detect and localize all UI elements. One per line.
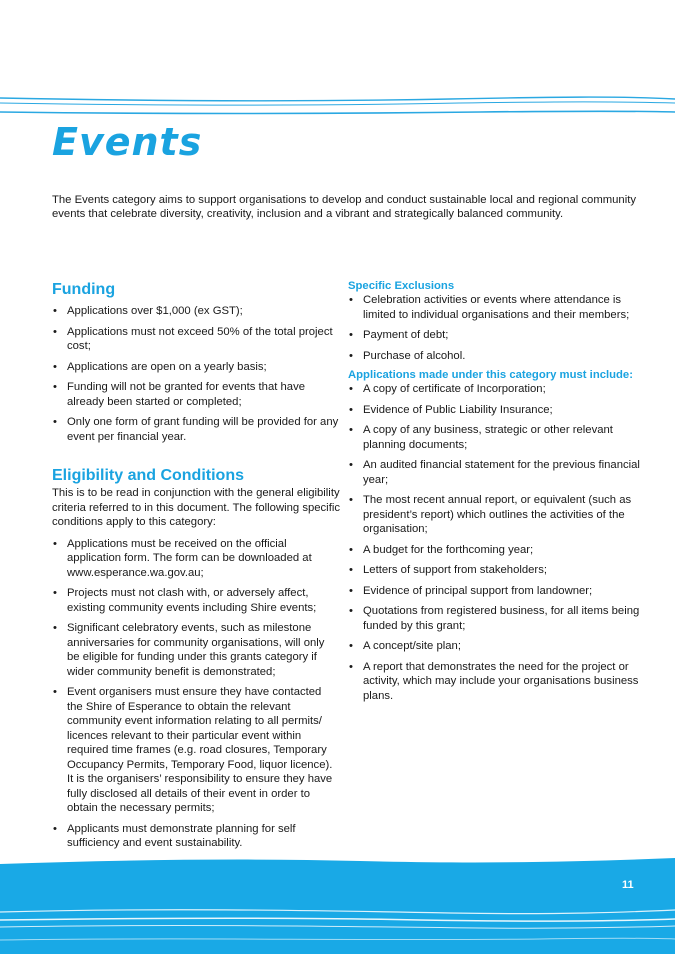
wave-line	[0, 97, 675, 101]
list-item: • A report that demonstrates the need for the project or activity, which may include your organisations business plans.	[348, 660, 640, 704]
page-title: Events	[52, 120, 203, 164]
list-item: • Payment of debt;	[348, 328, 640, 343]
intro-paragraph: The Events category aims to support organisations to develop and conduct sustainable local and regional community events that celebrate diversity, creativity, inclusion and a vibrant and strategically balanced community.	[52, 194, 637, 220]
list-item: • Funding will not be granted for events that have already been started or completed;	[52, 380, 340, 409]
list-item: • Purchase of alcohol.	[348, 349, 640, 364]
list-item: • Applications over $1,000 (ex GST);	[52, 304, 340, 319]
list-item: • Only one form of grant funding will be provided for any event per financial year.	[52, 415, 340, 444]
right-column	[348, 280, 640, 709]
list-item: • Significant celebratory events, such as milestone anniversaries for community organisations, will only be eligible for funding under this grants category if wider community benefit is demonstrated;	[52, 621, 340, 679]
wave-line	[0, 111, 675, 113]
exclusions-heading: Specific Exclusions	[348, 280, 455, 292]
eligibility-list	[52, 537, 340, 851]
bottom-wave-band	[0, 850, 675, 954]
funding-heading: Funding	[52, 281, 116, 298]
funding-list	[52, 304, 340, 444]
list-item: • A copy of certificate of Incorporation;	[348, 382, 640, 397]
list-item: • Projects must not clash with, or adversely affect, existing community events including Shire events;	[52, 586, 340, 615]
list-item: • Letters of support from stakeholders;	[348, 563, 640, 578]
list-item: • Evidence of Public Liability Insurance;	[348, 403, 640, 418]
exclusions-list	[348, 293, 640, 363]
eligibility-intro: This is to be read in conjunction with the general eligibility criteria referred to in this document. The following specific conditions apply to this category:	[52, 487, 340, 528]
top-wave-lines	[0, 90, 675, 120]
list-item: • Applications must not exceed 50% of the total project cost;	[52, 325, 340, 354]
requirements-list	[348, 382, 640, 703]
list-item: • A concept/site plan;	[348, 639, 640, 654]
list-item: • Quotations from registered business, for all items being funded by this grant;	[348, 604, 640, 633]
list-item: • Applicants must demonstrate planning for self sufficiency and event sustainability.	[52, 822, 340, 851]
list-item: • A budget for the forthcoming year;	[348, 543, 640, 558]
list-item: • Evidence of principal support from landowner;	[348, 584, 640, 599]
list-item: • The most recent annual report, or equivalent (such as president’s report) which outlines the activities of the organisation;	[348, 493, 640, 537]
list-item: • A copy of any business, strategic or other relevant planning documents;	[348, 423, 640, 452]
eligibility-heading: Eligibility and Conditions	[52, 467, 244, 484]
list-item: • Applications must be received on the official application form. The form can be downloaded at www.esperance.wa.gov.au;	[52, 537, 340, 581]
list-item: • An audited financial statement for the previous financial year;	[348, 458, 640, 487]
requirements-heading: Applications made under this category must include:	[348, 369, 633, 381]
list-item: • Event organisers must ensure they have contacted the Shire of Esperance to obtain the relevant community event information relating to all permits/ licences relevant to their particular event within required time frames (e.g. road closures, Temporary Occupancy Permits, Temporary Food, liquor licence). It is the organisers’ responsibility to ensure they have fully disclosed all details of their event in order to obtain the necessary permits;	[52, 685, 340, 816]
wave-line	[0, 102, 675, 105]
list-item: • Applications are open on a yearly basis;	[52, 360, 340, 375]
page-number: 11	[622, 879, 634, 891]
list-item: • Celebration activities or events where attendance is limited to individual organisations and their members;	[348, 293, 640, 322]
left-column	[52, 280, 340, 857]
